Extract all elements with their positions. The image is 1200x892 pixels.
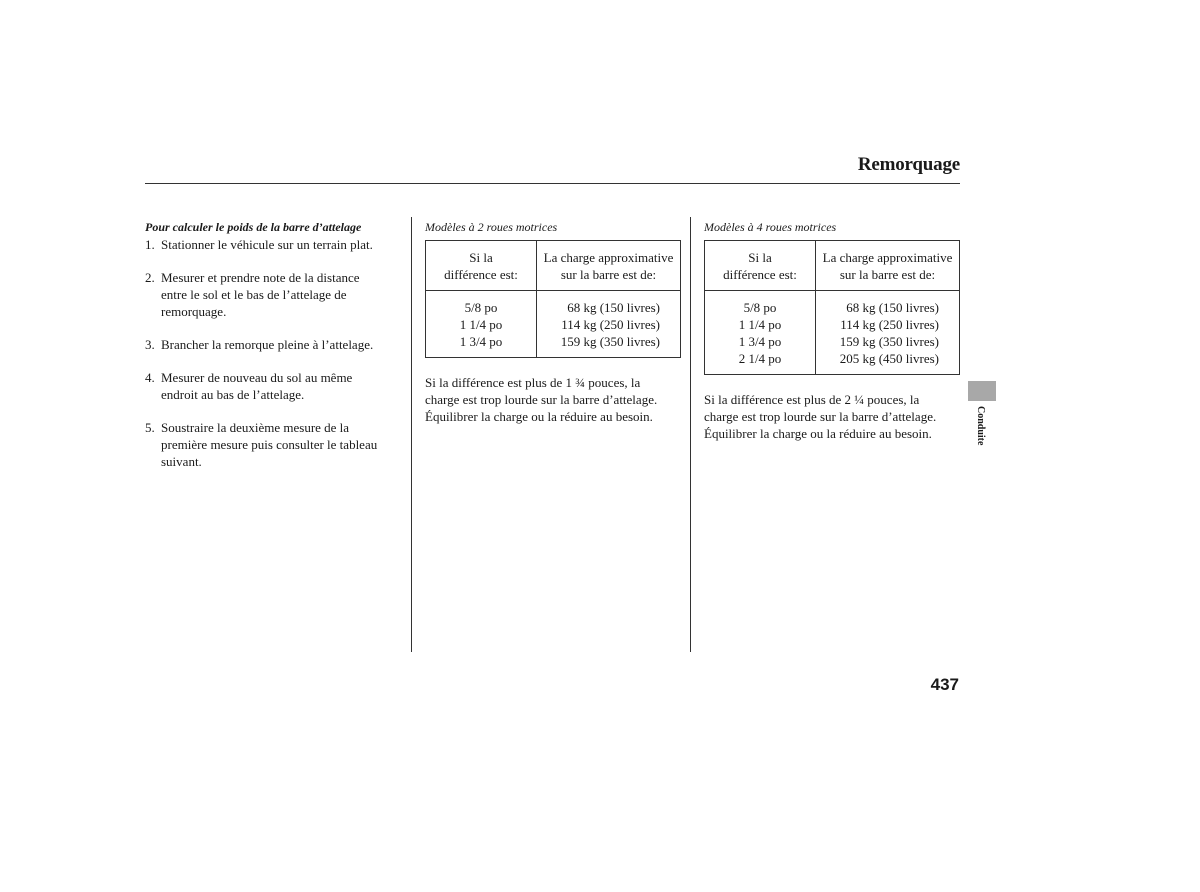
step-line: endroit au bas de l’attelage. [161,387,305,402]
note-line: Équilibrer la charge ou la réduire au besoin. [704,426,932,441]
difference-cell [426,291,537,358]
step-line: Stationner le véhicule sur un terrain plat. [161,237,373,252]
section-tab-marker [968,381,996,401]
header-line: La charge approximative [543,250,674,265]
difference-cell [705,291,816,375]
load-value: 159 kg (350 livres) [839,334,939,349]
header-line: Si la [469,250,493,265]
step-line: remorquage. [161,304,227,319]
difference-header [705,241,816,291]
procedure-column [145,219,400,486]
load-value: 205 kg (450 livres) [839,351,939,366]
table-body-row [705,291,960,375]
load-value: 114 kg (250 livres) [561,317,660,332]
step-line: première mesure puis consulter le tableau [161,437,378,452]
note-line: Si la différence est plus de 2 ¼ pouces, la [704,392,920,407]
load-cell [537,291,681,358]
two-wheel-drive-column [425,219,687,425]
note-line: charge est trop lourde sur la barre d’attelage. [425,392,658,407]
step-line: entre le sol et le bas de l’attelage de [161,287,347,302]
step-3 [145,336,400,353]
difference-value: 1 1/4 po [738,317,782,332]
note-line: Équilibrer la charge ou la réduire au besoin. [425,409,653,424]
step-number: 5. [145,420,155,435]
difference-value: 1 3/4 po [459,334,503,349]
difference-header [426,241,537,291]
procedure-heading: Pour calculer le poids de la barre d’attelage [145,220,362,234]
header-line: différence est: [723,267,797,282]
two-wd-note [425,374,687,425]
four-wd-heading: Modèles à 4 roues motrices [704,220,837,234]
difference-value: 1 3/4 po [738,334,782,349]
header-line: différence est: [444,267,518,282]
header-line: La charge approximative [822,250,953,265]
step-number: 1. [145,237,155,252]
load-value: 114 kg (250 livres) [840,317,939,332]
load-header [816,241,960,291]
table-header-row [705,241,960,291]
difference-value: 5/8 po [464,300,498,315]
two-wd-load-table [425,240,681,358]
four-wd-note [704,391,966,442]
header-line: Si la [748,250,772,265]
difference-value: 2 1/4 po [738,351,782,366]
load-value: 159 kg (350 livres) [560,334,660,349]
load-cell [816,291,960,375]
step-line: Mesurer de nouveau du sol au même [161,370,353,385]
procedure-steps [145,236,400,470]
step-5 [145,419,400,470]
step-line: Soustraire la deuxième mesure de la [161,420,350,435]
four-wd-load-table [704,240,960,375]
step-1 [145,236,400,253]
header-line: sur la barre est de: [560,267,657,282]
page-title: Remorquage [857,154,960,175]
column-divider-2 [690,217,691,652]
load-header [537,241,681,291]
note-line: charge est trop lourde sur la barre d’attelage. [704,409,937,424]
table-header-row [426,241,681,291]
step-line: Brancher la remorque pleine à l’attelage. [161,337,374,352]
column-divider-1 [411,217,412,652]
load-value: 68 kg (150 livres) [846,300,939,315]
table-body-row [426,291,681,358]
four-wheel-drive-column [704,219,966,442]
difference-value: 1 1/4 po [459,317,503,332]
section-tab-label: Conduite [975,406,986,446]
page-number: 437 [930,675,959,694]
header-line: sur la barre est de: [839,267,936,282]
note-line: Si la différence est plus de 1 ¾ pouces, la [425,375,641,390]
header-divider [145,183,960,184]
step-4 [145,369,400,403]
step-number: 4. [145,370,155,385]
difference-value: 5/8 po [743,300,777,315]
step-line: suivant. [161,454,202,469]
load-value: 68 kg (150 livres) [567,300,660,315]
step-line: Mesurer et prendre note de la distance [161,270,360,285]
step-number: 3. [145,337,155,352]
step-number: 2. [145,270,155,285]
two-wd-heading: Modèles à 2 roues motrices [425,220,558,234]
step-2 [145,269,400,320]
